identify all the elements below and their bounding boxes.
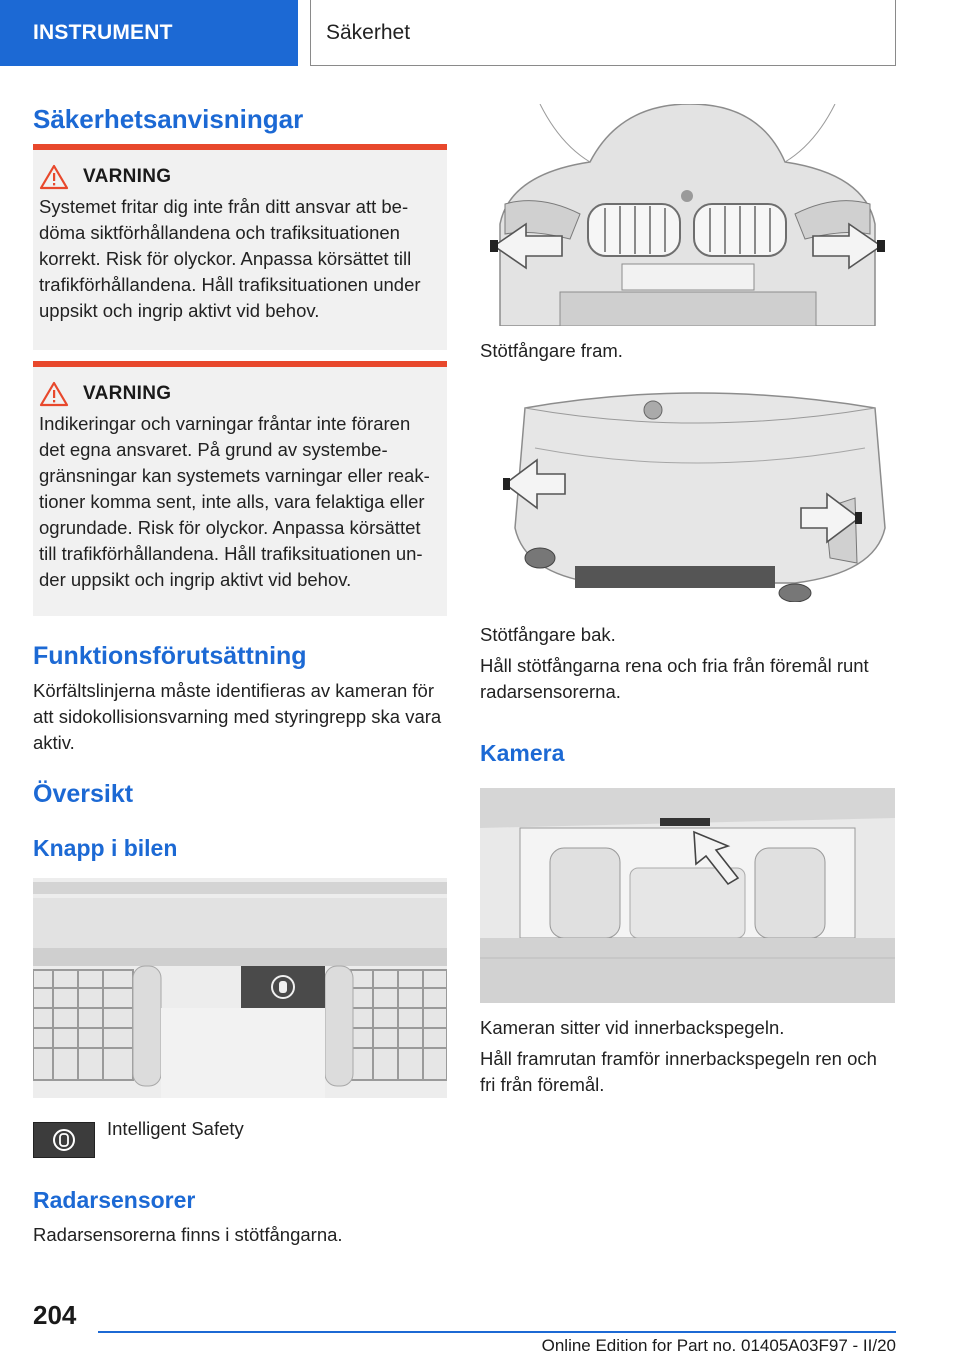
edition-text: Online Edition for Part no. 01405A03F97 - II/20 xyxy=(541,1336,896,1355)
page-title: Säkerhetsanvisningar xyxy=(33,104,304,134)
rear-bumper-caption: Stötfångare bak. xyxy=(480,624,616,645)
chapter-title: Säkerhet xyxy=(310,0,896,66)
page-number: 204 xyxy=(33,1300,77,1330)
warning-label: VARNING xyxy=(83,383,172,404)
rear-bumper-image xyxy=(495,388,895,602)
front-bumper-image xyxy=(480,104,895,326)
clean-bumpers-text: Håll stötfångarna rena och fria från föremål runt radarsensorerna. xyxy=(480,655,869,702)
camera-caption: Kameran sitter vid innerbackspegeln. xyxy=(480,1017,785,1038)
overview-heading: Översikt xyxy=(33,780,134,808)
warning-box-2 xyxy=(33,361,447,616)
intelligent-safety-button-icon xyxy=(33,1122,95,1158)
warning-triangle-icon xyxy=(39,164,69,190)
warning-triangle-icon xyxy=(39,381,69,407)
warning-label: VARNING xyxy=(83,166,172,187)
front-bumper-caption: Stötfångare fram. xyxy=(480,340,623,361)
button-heading: Knapp i bilen xyxy=(33,835,178,861)
prerequisite-heading: Funktionsförutsättning xyxy=(33,642,307,670)
section-tab: INSTRUMENT xyxy=(0,0,298,66)
button-label: Intelligent Safety xyxy=(107,1118,244,1139)
radar-text: Radarsensorerna finns i stötfångarna. xyxy=(33,1224,343,1245)
camera-interior-image xyxy=(480,788,895,1003)
warning-text: Indikeringar och varningar fråntar inte föraren det egna ansvaret. På grund av systembe- gränsningar kan systemets varningar eller reak- tioner komma sent, inte alls, vara felaktiga eller ogrundade. Risk för olyckor. Anpassa körsättet till trafikförhållandena. Håll trafiksituationen un- der uppsikt och ingrip aktivt vid behov. xyxy=(39,413,430,590)
warning-text: Systemet fritar dig inte från ditt ansvar att be- döma siktförhållandena och trafiksituationen korrekt. Risk för olyckor. Anpassa körsättet till trafikförhållandena. Håll trafiksituationen under uppsikt och ingrip aktivt vid behov. xyxy=(39,196,421,321)
camera-text: Håll framrutan framför innerbackspegeln ren och fri från föremål. xyxy=(480,1048,877,1095)
camera-heading: Kamera xyxy=(480,740,565,766)
radar-heading: Radarsensorer xyxy=(33,1187,196,1213)
footer-divider xyxy=(98,1331,896,1333)
prerequisite-text: Körfältslinjerna måste identifieras av kameran för att sidokollisionsvarning med styringrepp ska vara aktiv. xyxy=(33,680,442,753)
dashboard-button-image xyxy=(33,878,447,1098)
warning-box-1 xyxy=(33,144,447,350)
